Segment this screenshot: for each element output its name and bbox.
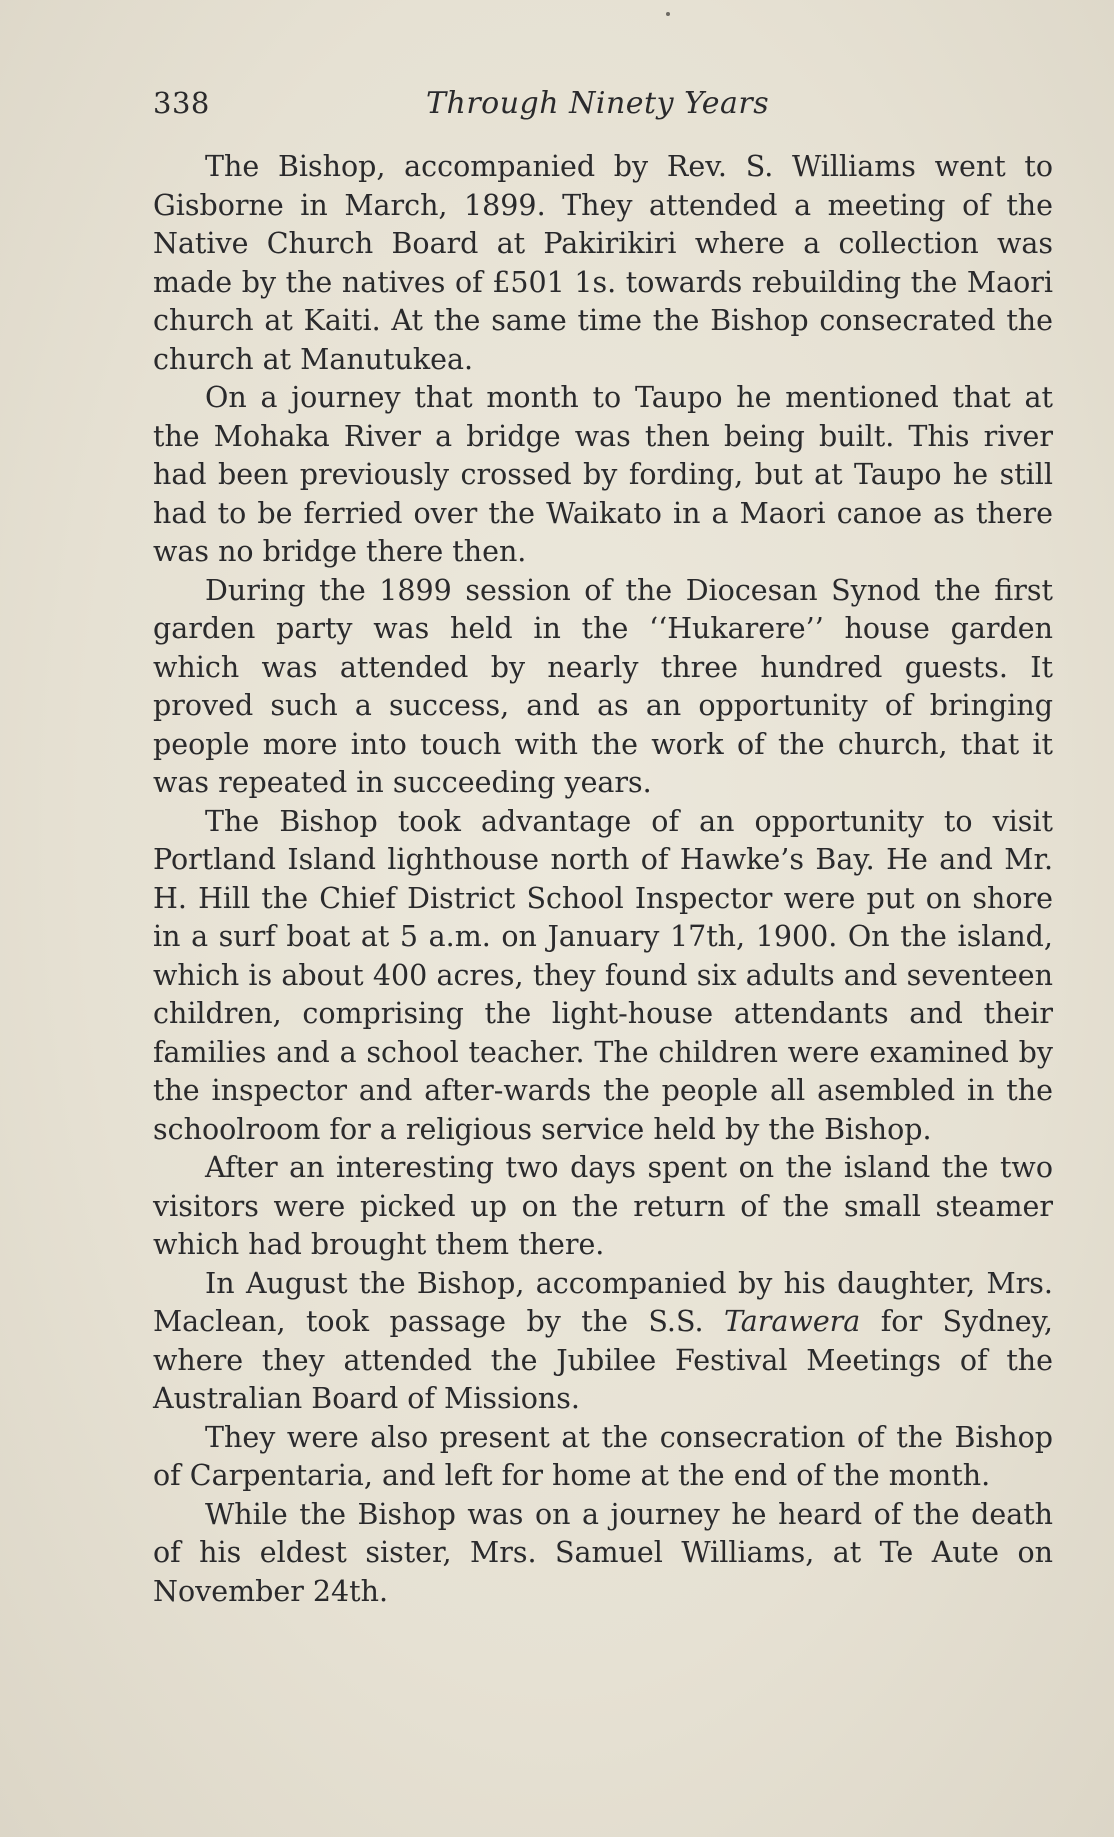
body-text (153, 148, 1053, 1611)
ship-name: Tarawera (724, 1305, 861, 1338)
paragraph-gisborne-visit: The Bishop, accompanied by Rev. S. Williams went to Gisborne in March, 1899. They attended a meeting of the Native Church Board at Pakirikiri where a collection was made by the natives of £501 1s. towards rebuilding the Maori church at Kaiti. At the same time the Bishop consecrated the church at Manutukea. (153, 150, 1053, 376)
page-number: 338 (153, 86, 210, 120)
paragraph-taupo-journey: On a journey that month to Taupo he mentioned that at the Mohaka River a bridge was then being built. This river had been previously crossed by fording, but at Taupo he still had to be ferried over the Waikato in a Maori canoe as there was no bridge there then. (153, 381, 1053, 568)
sydney-trip-text-end: for Sydney, where they attended the Jubilee Festival Meetings of the Australian Board of Missions. (153, 1305, 1053, 1415)
sydney-trip-text-start: In August the Bishop, accompanied by his daughter, Mrs. Maclean, took passage by the S.S. (153, 1266, 1053, 1338)
paragraph-sister-death: While the Bishop was on a journey he heard of the death of his eldest sister, Mrs. Samuel Williams, at Te Aute on November 24th. (153, 1497, 1053, 1608)
paragraph-carpentaria: They were also present at the consecration of the Bishop of Carpentaria, and left for home at the end of the month. (153, 1420, 1053, 1492)
paragraph-sydney-trip (153, 1265, 1053, 1419)
paragraph-island-return: After an interesting two days spent on the island the two visitors were picked up on the return of the small steamer which had brought them there. (153, 1151, 1053, 1261)
paragraph-portland-island: The Bishop took advantage of an opportunity to visit Portland Island lighthouse north of Hawke’s Bay. He and Mr. H. Hill the Chief District School Inspector were put on shore in a surf boat at 5 a.m. on January 17th, 1900. On the island, which is about 400 acres, they found six adults and seventeen children, comprising the light-house attendants and their families and a school teacher. The children were examined by the inspector and after-wards the people all asembled in the schoolroom for a religious service held by the Bishop. (153, 804, 1053, 1146)
running-head (153, 86, 1053, 126)
ink-speck (666, 12, 670, 16)
paragraph-garden-party: During the 1899 session of the Diocesan Synod the first garden party was held in the ‘‘Hukarere’’ house garden which was attended by nearly three hundred guests. It proved such a success, and as an opportunity of bringing people more into touch with the work of the church, that it was repeated in succeeding years. (153, 573, 1053, 799)
book-title: Through Ninety Years (426, 86, 770, 121)
